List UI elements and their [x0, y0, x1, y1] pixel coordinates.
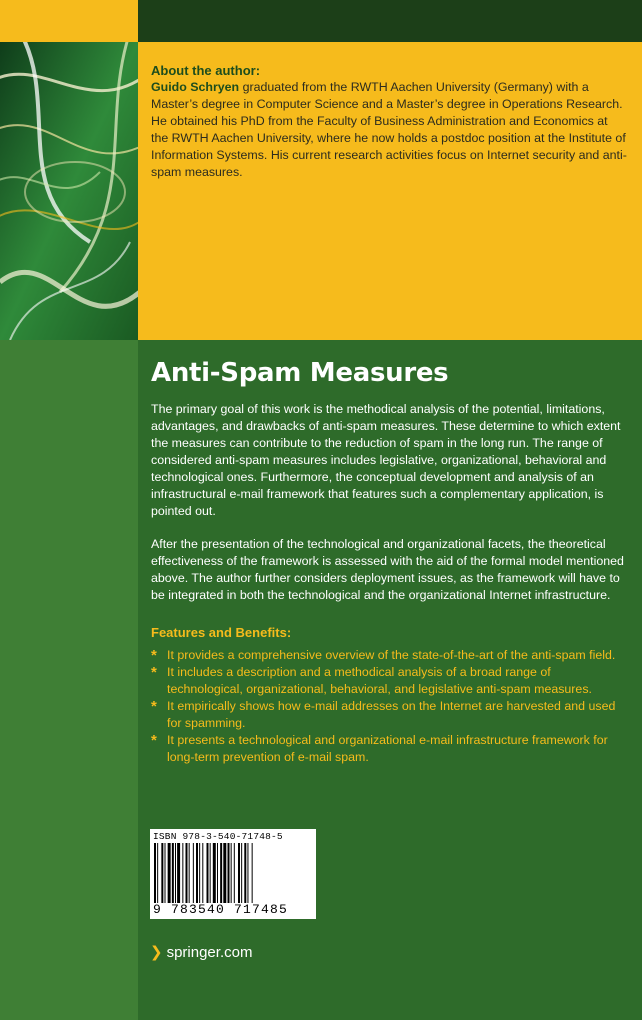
- ean-number: 9 783540 717485: [153, 902, 289, 917]
- cover-artwork-image: [0, 42, 138, 340]
- feature-item: * It empirically shows how e-mail addresses on the Internet are harvested and used for spamming.: [151, 698, 616, 730]
- description-paragraph-1: The primary goal of this work is the methodical analysis of the potential, limitations, advantages, and drawbacks of anti-spam measures. These determine to which extent the measures can contribute to the reduction of spam in the long run. The range of considered anti-spam measures includes legislative, organizational, behavioral and technological ones. Furthermore, the conceptual development and analysis of an infrastructural e-mail framework that features such a complementary application, is pointed out.: [151, 402, 621, 518]
- isbn-number: ISBN 978-3-540-71748-5: [153, 831, 283, 842]
- top-left-corner: [0, 0, 138, 42]
- feature-item: * It presents a technological and organizational e-mail infrastructure framework for long-term prevention of e-mail spam.: [151, 732, 608, 764]
- top-band: [138, 0, 642, 42]
- springer-link-text: springer.com: [166, 944, 253, 961]
- springer-link[interactable]: [150, 943, 252, 963]
- star-bullet-icon: *: [151, 732, 157, 749]
- star-bullet-icon: *: [151, 698, 157, 715]
- author-name: Guido Schryen: [151, 80, 240, 94]
- features-list: [151, 647, 628, 766]
- star-bullet-icon: *: [151, 647, 157, 664]
- barcode-bars-icon: [153, 843, 313, 903]
- feature-item: * It provides a comprehensive overview of the state-of-the-art of the anti-spam field.: [151, 647, 616, 664]
- author-bio-text: graduated from the RWTH Aachen University (Germany) with a Master’s degree in Computer Science and a Master’s degree in Operations Research. He obtained his PhD from the Faculty of Business Administration and Economics at the RWTH Aachen University, where he now holds a postdoc position at the Institute of Information Systems. His current research activities focus on Internet security and anti-spam measures.: [151, 80, 627, 179]
- author-bio: [151, 79, 628, 181]
- left-green-strip: [0, 340, 138, 1020]
- book-title: Anti-Spam Measures: [151, 358, 449, 388]
- feature-item: * It includes a description and a methodical analysis of a broad range of technological, organizational, behavioral, and legislative anti-spam measures.: [151, 664, 592, 696]
- chevron-right-icon: ❯: [150, 944, 163, 961]
- about-author-box: [138, 42, 642, 340]
- description-paragraph-2: After the presentation of the technological and organizational facets, the theoretical effectiveness of the framework is assessed with the aid of the formal model mentioned above. The author further considers deployment issues, as the framework will have to be integrated in both the technological and the organizational Internet infrastructure.: [151, 537, 624, 602]
- star-bullet-icon: *: [151, 664, 157, 681]
- about-author-heading: About the author:: [151, 63, 261, 78]
- features-heading: Features and Benefits:: [151, 625, 292, 640]
- isbn-barcode: [150, 829, 316, 919]
